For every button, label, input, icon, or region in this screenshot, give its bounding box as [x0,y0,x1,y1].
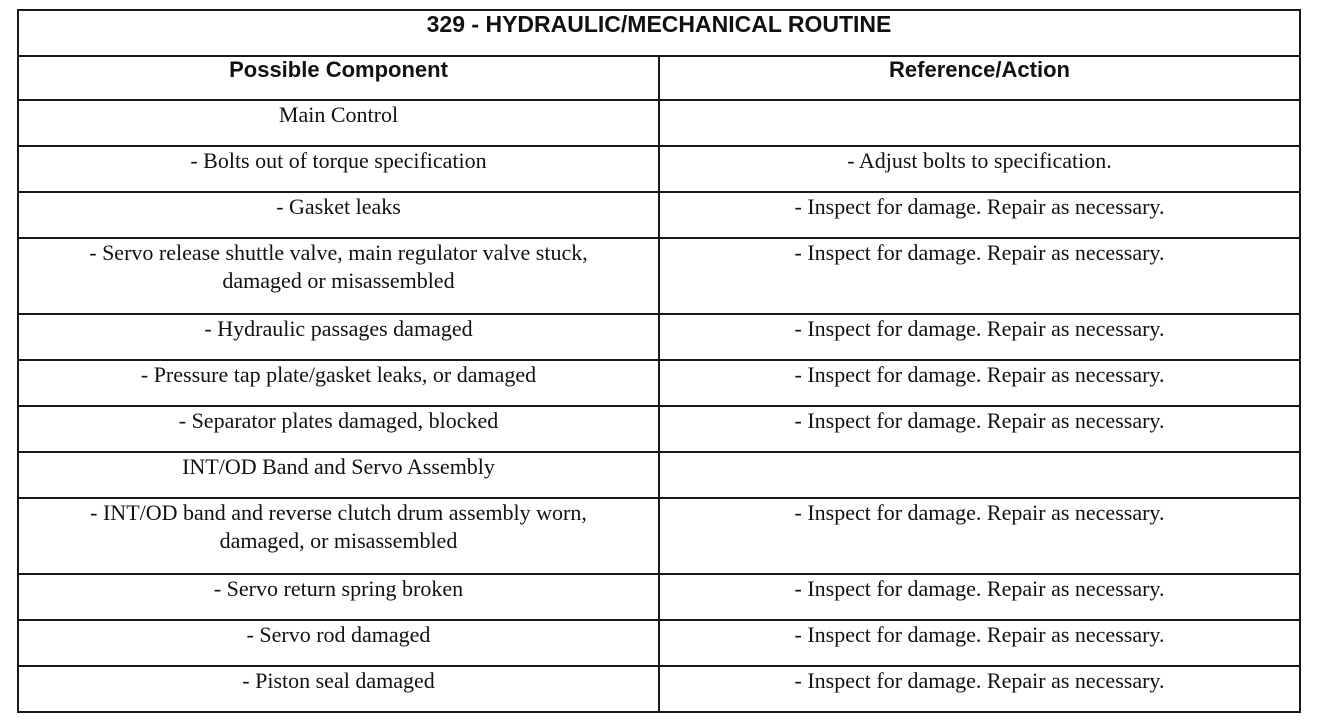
component-text: - Servo rod damaged [246,622,431,647]
table-row [18,452,1300,498]
table-row [18,360,1300,406]
table-row [18,666,1300,712]
action-cell [659,666,1300,712]
component-text: - Separator plates damaged, blocked [178,408,499,433]
component-text: - Pressure tap plate/gasket leaks, or damaged [140,362,537,387]
component-text: INT/OD Band and Servo Assembly [182,454,495,479]
component-text: - INT/OD band and reverse clutch drum assembly worn, damaged, or misassembled [90,500,587,553]
action-cell [659,192,1300,238]
table-row [18,620,1300,666]
action-text: - Inspect for damage. Repair as necessary. [794,240,1165,265]
table-header-row [18,56,1300,100]
component-text: - Gasket leaks [276,194,401,219]
component-cell [18,666,659,712]
action-cell [659,314,1300,360]
table-row [18,314,1300,360]
action-text: - Inspect for damage. Repair as necessary. [794,668,1165,693]
component-cell [18,360,659,406]
header-possible-component: Possible Component [18,56,659,100]
table-row [18,238,1300,314]
component-cell [18,314,659,360]
action-text: - Inspect for damage. Repair as necessary. [794,362,1165,387]
table-row [18,574,1300,620]
action-cell [659,238,1300,314]
component-cell [18,620,659,666]
routine-table [17,9,1301,713]
component-cell [18,406,659,452]
component-text: - Hydraulic passages damaged [204,316,473,341]
action-cell [659,100,1300,146]
table-title: 329 - HYDRAULIC/MECHANICAL ROUTINE [18,10,1300,56]
component-cell [18,452,659,498]
action-text: - Inspect for damage. Repair as necessary. [794,500,1165,525]
component-cell [18,498,659,574]
table-row [18,192,1300,238]
action-cell [659,146,1300,192]
component-text: - Piston seal damaged [242,668,435,693]
component-text: Main Control [278,102,399,127]
action-cell [659,498,1300,574]
component-text: - Bolts out of torque specification [190,148,487,173]
component-cell [18,574,659,620]
component-cell [18,100,659,146]
header-reference-action: Reference/Action [659,56,1300,100]
component-text: - Servo return spring broken [213,576,464,601]
action-cell [659,574,1300,620]
action-text: - Inspect for damage. Repair as necessary. [794,408,1165,433]
action-cell [659,452,1300,498]
action-text: - Inspect for damage. Repair as necessary. [794,316,1165,341]
action-text: - Inspect for damage. Repair as necessary. [794,622,1165,647]
action-cell [659,620,1300,666]
component-cell [18,192,659,238]
action-text: - Inspect for damage. Repair as necessary. [794,194,1165,219]
component-text: - Servo release shuttle valve, main regulator valve stuck, damaged or misassembled [89,240,588,293]
routine-table-container [17,9,1299,713]
table-title-row [18,10,1300,56]
action-cell [659,406,1300,452]
component-cell [18,146,659,192]
table-row [18,100,1300,146]
action-text: - Inspect for damage. Repair as necessary. [794,576,1165,601]
action-text: - Adjust bolts to specification. [847,148,1112,173]
component-cell [18,238,659,314]
table-row [18,406,1300,452]
table-row [18,146,1300,192]
action-cell [659,360,1300,406]
table-row [18,498,1300,574]
